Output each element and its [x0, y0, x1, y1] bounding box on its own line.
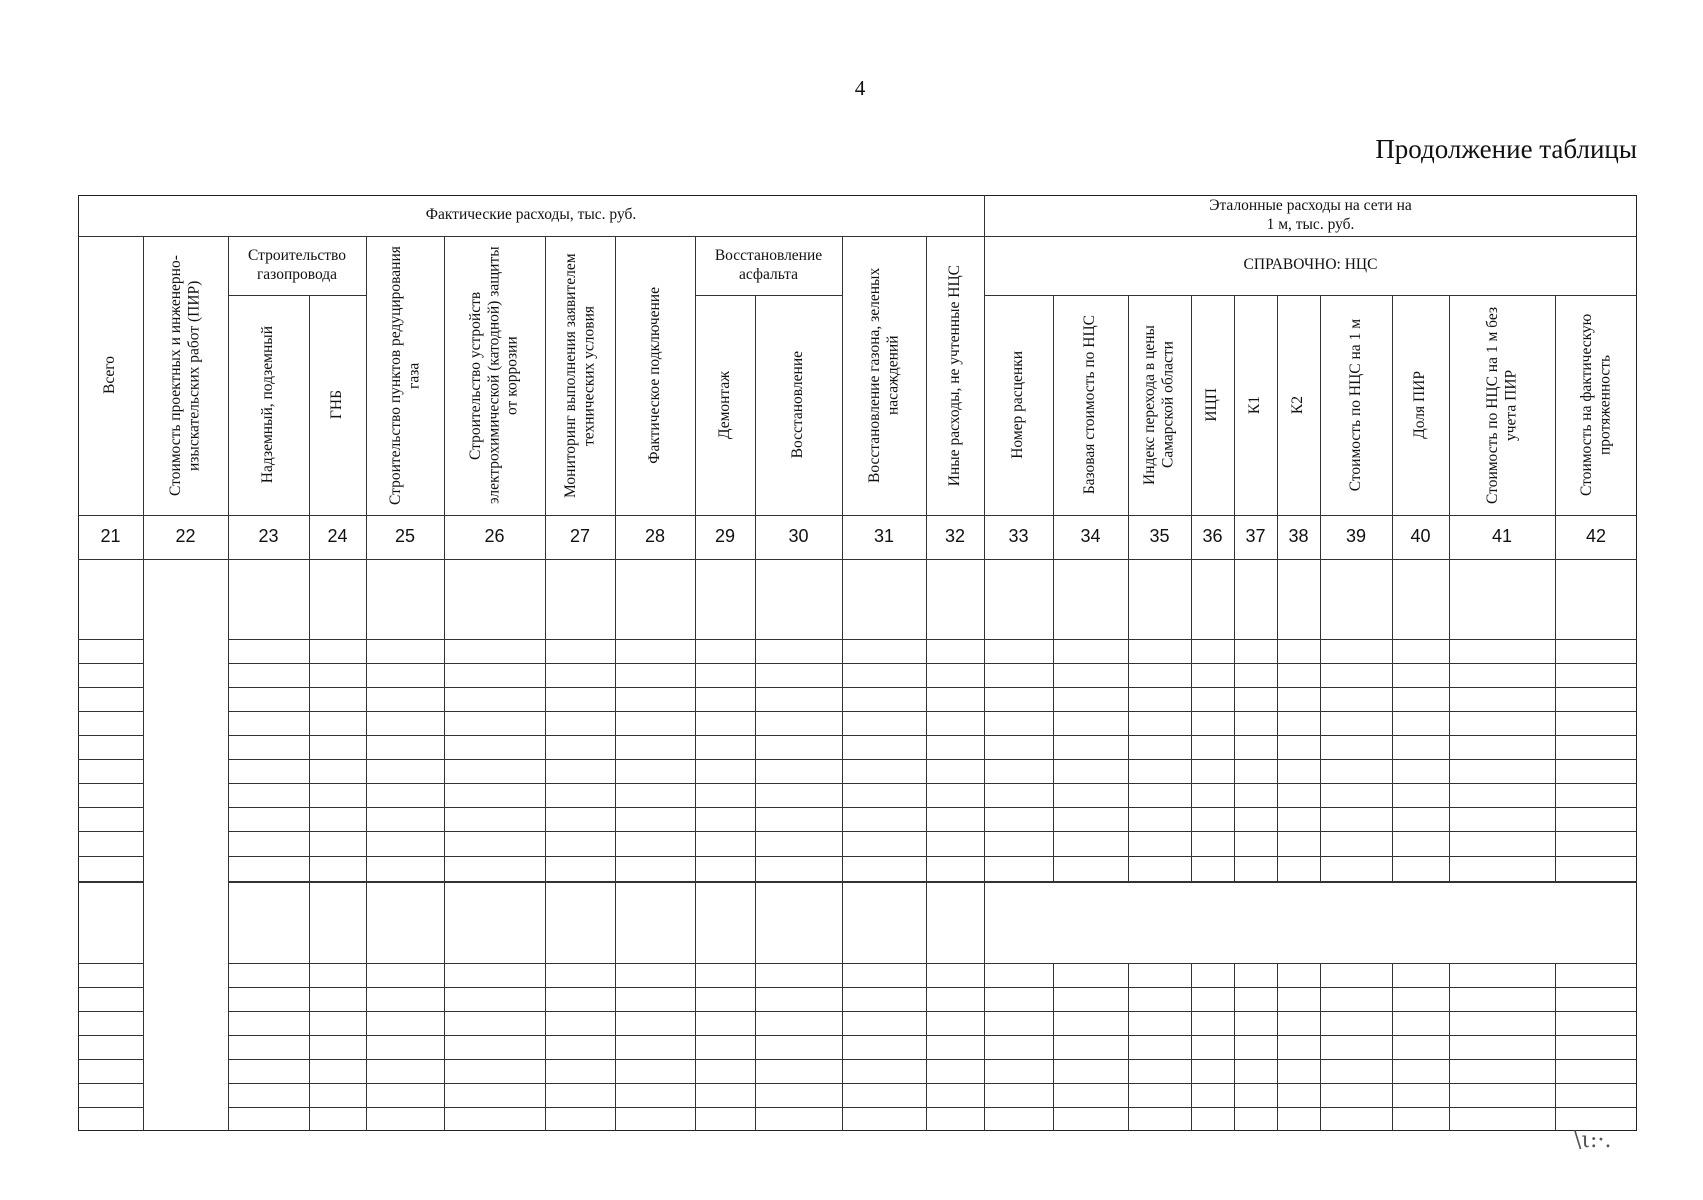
column-line	[755, 295, 756, 1131]
row-line	[78, 1035, 143, 1036]
header-rule	[78, 515, 1637, 516]
column-number-label-40: 40	[1410, 526, 1431, 547]
column-line	[1555, 963, 1556, 1131]
row-line	[78, 987, 143, 988]
column-number-label-26: 26	[484, 526, 505, 547]
column-header-label-33: Номер расценки	[1009, 351, 1027, 459]
row-line	[228, 987, 1637, 988]
row-line	[78, 783, 143, 784]
row-line	[228, 687, 1637, 688]
row-line	[78, 882, 143, 883]
row-line	[228, 639, 1637, 640]
column-header-label-24: ГНБ	[328, 390, 346, 420]
header-rule	[78, 236, 1637, 237]
subgroup-pipeline-label: Строительство газопровода	[248, 247, 346, 283]
column-line	[1449, 963, 1450, 1131]
column-number-label-31: 31	[873, 526, 895, 547]
header-rule	[78, 559, 1637, 560]
subgroup-asphalt-label: Восстановление асфальта	[714, 247, 823, 283]
column-line	[1128, 295, 1129, 883]
column-line	[1555, 295, 1556, 883]
row-line	[78, 1059, 143, 1060]
row-line	[228, 963, 1637, 964]
column-header-label-27: Мониторинг выполнения заявителем технических условия	[561, 253, 597, 498]
column-number-label-35: 35	[1149, 526, 1170, 547]
row-line	[228, 759, 1637, 760]
row-line	[228, 1107, 1637, 1108]
row-line	[228, 735, 1637, 736]
column-line	[1320, 295, 1321, 883]
column-line	[1320, 963, 1321, 1131]
row-line	[78, 711, 143, 712]
column-line	[695, 236, 696, 1131]
column-header-label-25: Строительство пунктов редуцирования газа	[386, 246, 422, 505]
column-line	[1277, 963, 1278, 1131]
reference-cost-table	[78, 195, 1637, 1132]
row-line	[78, 1011, 143, 1012]
page-number: 4	[854, 76, 866, 100]
column-number-label-39: 39	[1345, 526, 1367, 547]
column-header-label-40: Доля ПИР	[1411, 371, 1429, 439]
column-line	[926, 236, 927, 1131]
column-line	[1128, 963, 1129, 1131]
column-number-label-37: 37	[1245, 526, 1266, 547]
column-number-label-42: 42	[1585, 526, 1607, 547]
column-header-label-29: Демонтаж	[715, 370, 733, 440]
column-number-label-33: 33	[1008, 526, 1029, 547]
column-number-label-41: 41	[1491, 526, 1513, 547]
column-number-label-28: 28	[644, 526, 666, 547]
column-line	[1277, 295, 1278, 883]
column-header-label-30: Восстановление	[789, 351, 807, 459]
row-line	[78, 963, 143, 964]
column-number-label-23: 23	[258, 526, 279, 547]
row-line	[78, 735, 143, 736]
row-line	[228, 1059, 1637, 1060]
signature-mark: \ι:·.	[1574, 1128, 1612, 1153]
column-number-label-30: 30	[788, 526, 809, 547]
row-line	[228, 856, 1637, 857]
column-header-label-37: К1	[1246, 395, 1264, 415]
row-line	[228, 1011, 1637, 1012]
column-line	[1234, 295, 1235, 883]
column-number-label-25: 25	[394, 526, 416, 547]
column-header-label-34: Базовая стоимость по НЦС	[1081, 315, 1099, 495]
row-line	[78, 856, 143, 857]
column-number-label-27: 27	[569, 526, 591, 547]
row-line	[78, 1083, 143, 1084]
group-header-actual-label: Фактические расходы, тыс. руб.	[425, 206, 637, 224]
column-number-label-22: 22	[175, 526, 196, 547]
column-number-label-29: 29	[714, 526, 736, 547]
row-line	[228, 711, 1637, 712]
group-header-reference-label: Эталонные расходы на сети на 1 м, тыс. руб.	[1209, 197, 1412, 233]
column-header-label-23: Надземный, подземный	[259, 326, 277, 484]
column-header-label-36: ИЦП	[1203, 388, 1221, 422]
column-number-label-34: 34	[1080, 526, 1101, 547]
column-header-label-28: Фактическое подключение	[645, 287, 663, 464]
column-line	[1392, 295, 1393, 883]
column-line	[366, 236, 367, 1131]
subgroup-rule	[228, 295, 366, 296]
row-line	[228, 831, 1637, 832]
row-line	[78, 663, 143, 664]
row-line	[78, 831, 143, 832]
row-line	[228, 663, 1637, 664]
continuation-label: Продолжение таблицы	[1375, 134, 1637, 164]
row-line	[78, 1107, 143, 1108]
row-line	[78, 759, 143, 760]
column-line	[1053, 295, 1054, 883]
row-line	[228, 1083, 1637, 1084]
column-number-label-38: 38	[1288, 526, 1309, 547]
column-header-label-22: Стоимость проектных и инженерно-изыскательских работ (ПИР)	[167, 255, 203, 496]
column-header-label-38: К2	[1289, 395, 1307, 415]
column-number-label-36: 36	[1202, 526, 1223, 547]
subgroup-rule	[984, 295, 1637, 296]
column-line	[1191, 963, 1192, 1131]
column-header-label-42: Стоимость на фактическую протяженность	[1577, 313, 1613, 497]
row-line	[228, 783, 1637, 784]
column-header-label-26: Строительство устройств электрохимической (катодной) защиты от коррозии	[467, 246, 521, 505]
column-line	[1449, 295, 1450, 883]
column-header-label-39: Стоимость по НЦС на 1 м	[1346, 318, 1364, 492]
row-line	[228, 1035, 1637, 1036]
subgroup-ncs-label: СПРАВОЧНО: НЦС	[1243, 256, 1378, 274]
column-line	[1053, 963, 1054, 1131]
column-line	[1191, 295, 1192, 883]
row-line	[228, 807, 1637, 808]
row-line	[78, 807, 143, 808]
column-header-label-41: Стоимость по НЦС на 1 м без учета ПИР	[1483, 306, 1519, 504]
column-number-label-32: 32	[944, 526, 966, 547]
row-line	[78, 687, 143, 688]
column-header-label-21: Всего	[101, 356, 119, 395]
column-line	[545, 236, 546, 1131]
column-number-label-21: 21	[100, 526, 121, 547]
column-line	[1392, 963, 1393, 1131]
column-line	[1234, 963, 1235, 1131]
column-line	[228, 236, 229, 1131]
column-header-label-31: Восстановление газона, зеленых насаждений	[865, 267, 901, 484]
column-line	[143, 236, 144, 1131]
column-line	[842, 236, 843, 1131]
column-header-label-32: Иные расходы, не учтенные НЦС	[945, 264, 963, 487]
row-line	[984, 882, 1637, 883]
column-number-label-24: 24	[327, 526, 348, 547]
subgroup-rule	[695, 295, 842, 296]
column-line	[309, 295, 310, 1131]
column-line	[444, 236, 445, 1131]
row-line	[228, 882, 984, 883]
column-line	[615, 236, 616, 1131]
column-header-label-35: Индекс перехода в цены Самарской области	[1141, 325, 1177, 485]
row-line	[78, 639, 143, 640]
